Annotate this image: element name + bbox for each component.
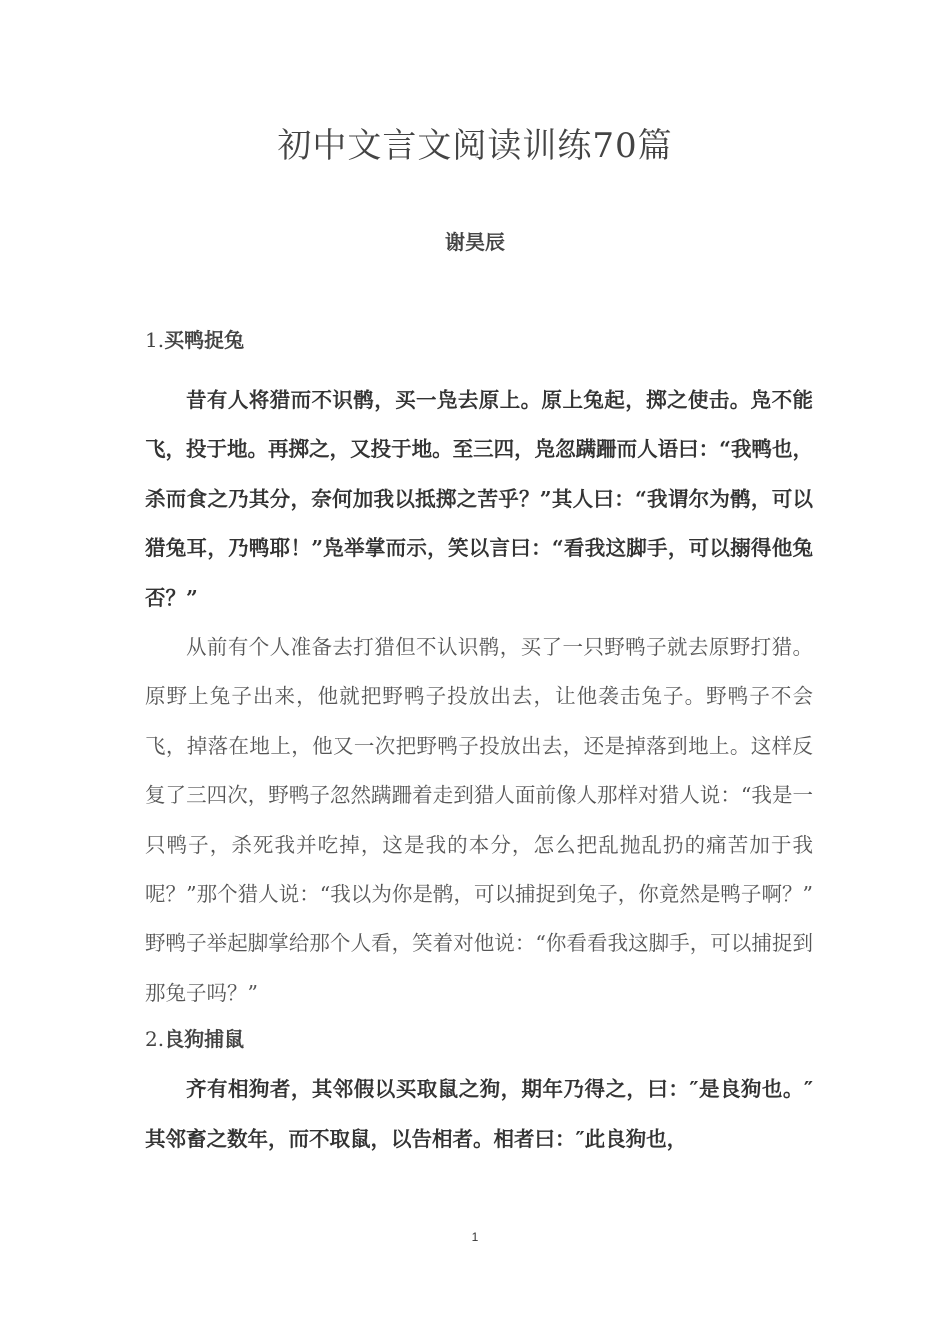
section-title-1: 买鸭捉兔 bbox=[164, 328, 245, 352]
section-number-2: 2. bbox=[145, 1027, 165, 1052]
classical-text-2: 齐有相狗者，其邻假以买取鼠之狗，期年乃得之，曰：″是良狗也。″ 其邻畜之数年，而不取鼠，以告相者。相者曰：″此良狗也， bbox=[145, 1077, 813, 1151]
section-heading-1 bbox=[145, 322, 813, 358]
section-number-1: 1. bbox=[145, 328, 165, 352]
document-title: 初中文言文阅读训练70篇 bbox=[277, 126, 673, 166]
author-name: 谢昊辰 bbox=[445, 230, 505, 254]
section-heading-2 bbox=[145, 1021, 813, 1057]
document-body bbox=[145, 322, 813, 1164]
page-number: 1 bbox=[471, 1230, 479, 1244]
section-title-2: 良狗捕鼠 bbox=[164, 1027, 245, 1052]
classical-text-1: 昔有人将猎而不识鹘，买一凫去原上。原上兔起，掷之使击。凫不能飞，投于地。再掷之，又投于地。至三四，凫忽蹒跚而人语曰：“我鸭也，杀而食之乃其分，奈何加我以抵掷之苦乎？”其人曰：“我谓尔为鹘，可以猎兔耳，乃鸭耶！”凫举掌而示，笑以言曰：“看我这脚手，可以搦得他兔否？” bbox=[145, 388, 813, 610]
translation-text-1: 从前有个人准备去打猎但不认识鹘，买了一只野鸭子就去原野打猎。原野上兔子出来，他就把野鸭子投放出去，让他袭击兔子。野鸭子不会飞，掉落在地上，他又一次把野鸭子投放出去，还是掉落到地上。这样反复了三四次，野鸭子忽然蹒跚着走到猎人面前像人那样对猎人说：“我是一只鸭子，杀死我并吃掉，这是我的本分，怎么把乱抛乱扔的痛苦加于我呢？”那个猎人说：“我以为你是鹘，可以捕捉到兔子，你竟然是鸭子啊？” 野鸭子举起脚掌给那个人看，笑着对他说：“你看看我这脚手，可以捕捉到那兔子吗？” bbox=[145, 635, 813, 1005]
